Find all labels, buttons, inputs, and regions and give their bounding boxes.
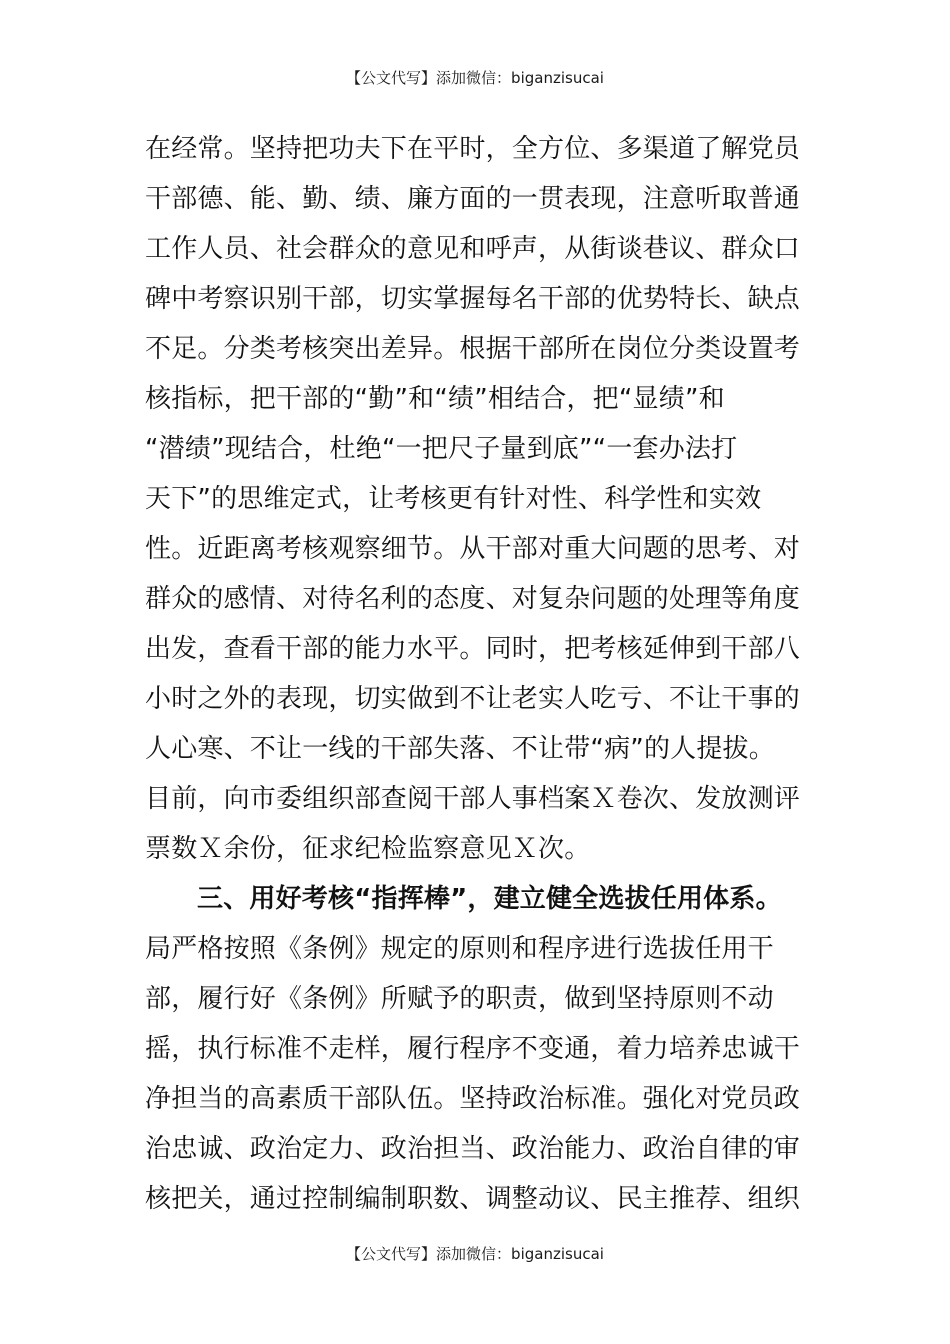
- section-heading: 三、用好考核“指挥棒”，建立健全选拔任用体系。: [197, 884, 782, 914]
- page-footer: 【公文代写】添加微信：biganzisucai: [346, 1245, 604, 1263]
- page-header: 【公文代写】添加微信：biganzisucai: [346, 69, 604, 87]
- body-line: 治忠诚、政治定力、政治担当、政治能力、政治自律的审: [145, 1134, 801, 1164]
- body-line: 核把关，通过控制编制职数、调整动议、民主推荐、组织: [145, 1184, 801, 1214]
- body-line: 净担当的高素质干部队伍。坚持政治标准。强化对党员政: [145, 1084, 801, 1114]
- body-line: 天下”的思维定式，让考核更有针对性、科学性和实效: [145, 484, 762, 514]
- body-line: 人心寒、不让一线的干部失落、不让带“病”的人提拔。: [145, 734, 775, 764]
- body-line: 工作人员、社会群众的意见和呼声，从街谈巷议、群众口: [145, 234, 801, 264]
- body-line: 碑中考察识别干部，切实掌握每名干部的优势特长、缺点: [145, 284, 801, 314]
- body-line: 干部德、能、勤、绩、廉方面的一贯表现，注意听取普通: [145, 184, 801, 214]
- document-body: [145, 124, 810, 1224]
- body-line: 票数Ｘ余份，征求纪检监察意见Ｘ次。: [145, 834, 591, 864]
- body-line: 摇，执行标准不走样，履行程序不变通，着力培养忠诚干: [145, 1034, 801, 1064]
- body-line: 在经常。坚持把功夫下在平时，全方位、多渠道了解党员: [145, 134, 801, 164]
- body-line: 不足。分类考核突出差异。根据干部所在岗位分类设置考: [145, 334, 801, 364]
- body-line: 性。近距离考核观察细节。从干部对重大问题的思考、对: [145, 534, 801, 564]
- body-line: 出发，查看干部的能力水平。同时，把考核延伸到干部八: [145, 634, 801, 664]
- body-line: 核指标，把干部的“勤”和“绩”相结合，把“显绩”和: [145, 384, 725, 414]
- body-line: 局严格按照《条例》规定的原则和程序进行选拔任用干: [145, 934, 774, 964]
- body-line: 部，履行好《条例》所赋予的职责，做到坚持原则不动: [145, 984, 774, 1014]
- body-line: 小时之外的表现，切实做到不让老实人吃亏、不让干事的: [145, 684, 801, 714]
- body-line: 群众的感情、对待名利的态度、对复杂问题的处理等角度: [145, 584, 801, 614]
- body-line: “潜绩”现结合，杜绝“一把尺子量到底”“一套办法打: [145, 434, 738, 464]
- body-line: 目前，向市委组织部查阅干部人事档案Ｘ卷次、发放测评: [145, 784, 801, 814]
